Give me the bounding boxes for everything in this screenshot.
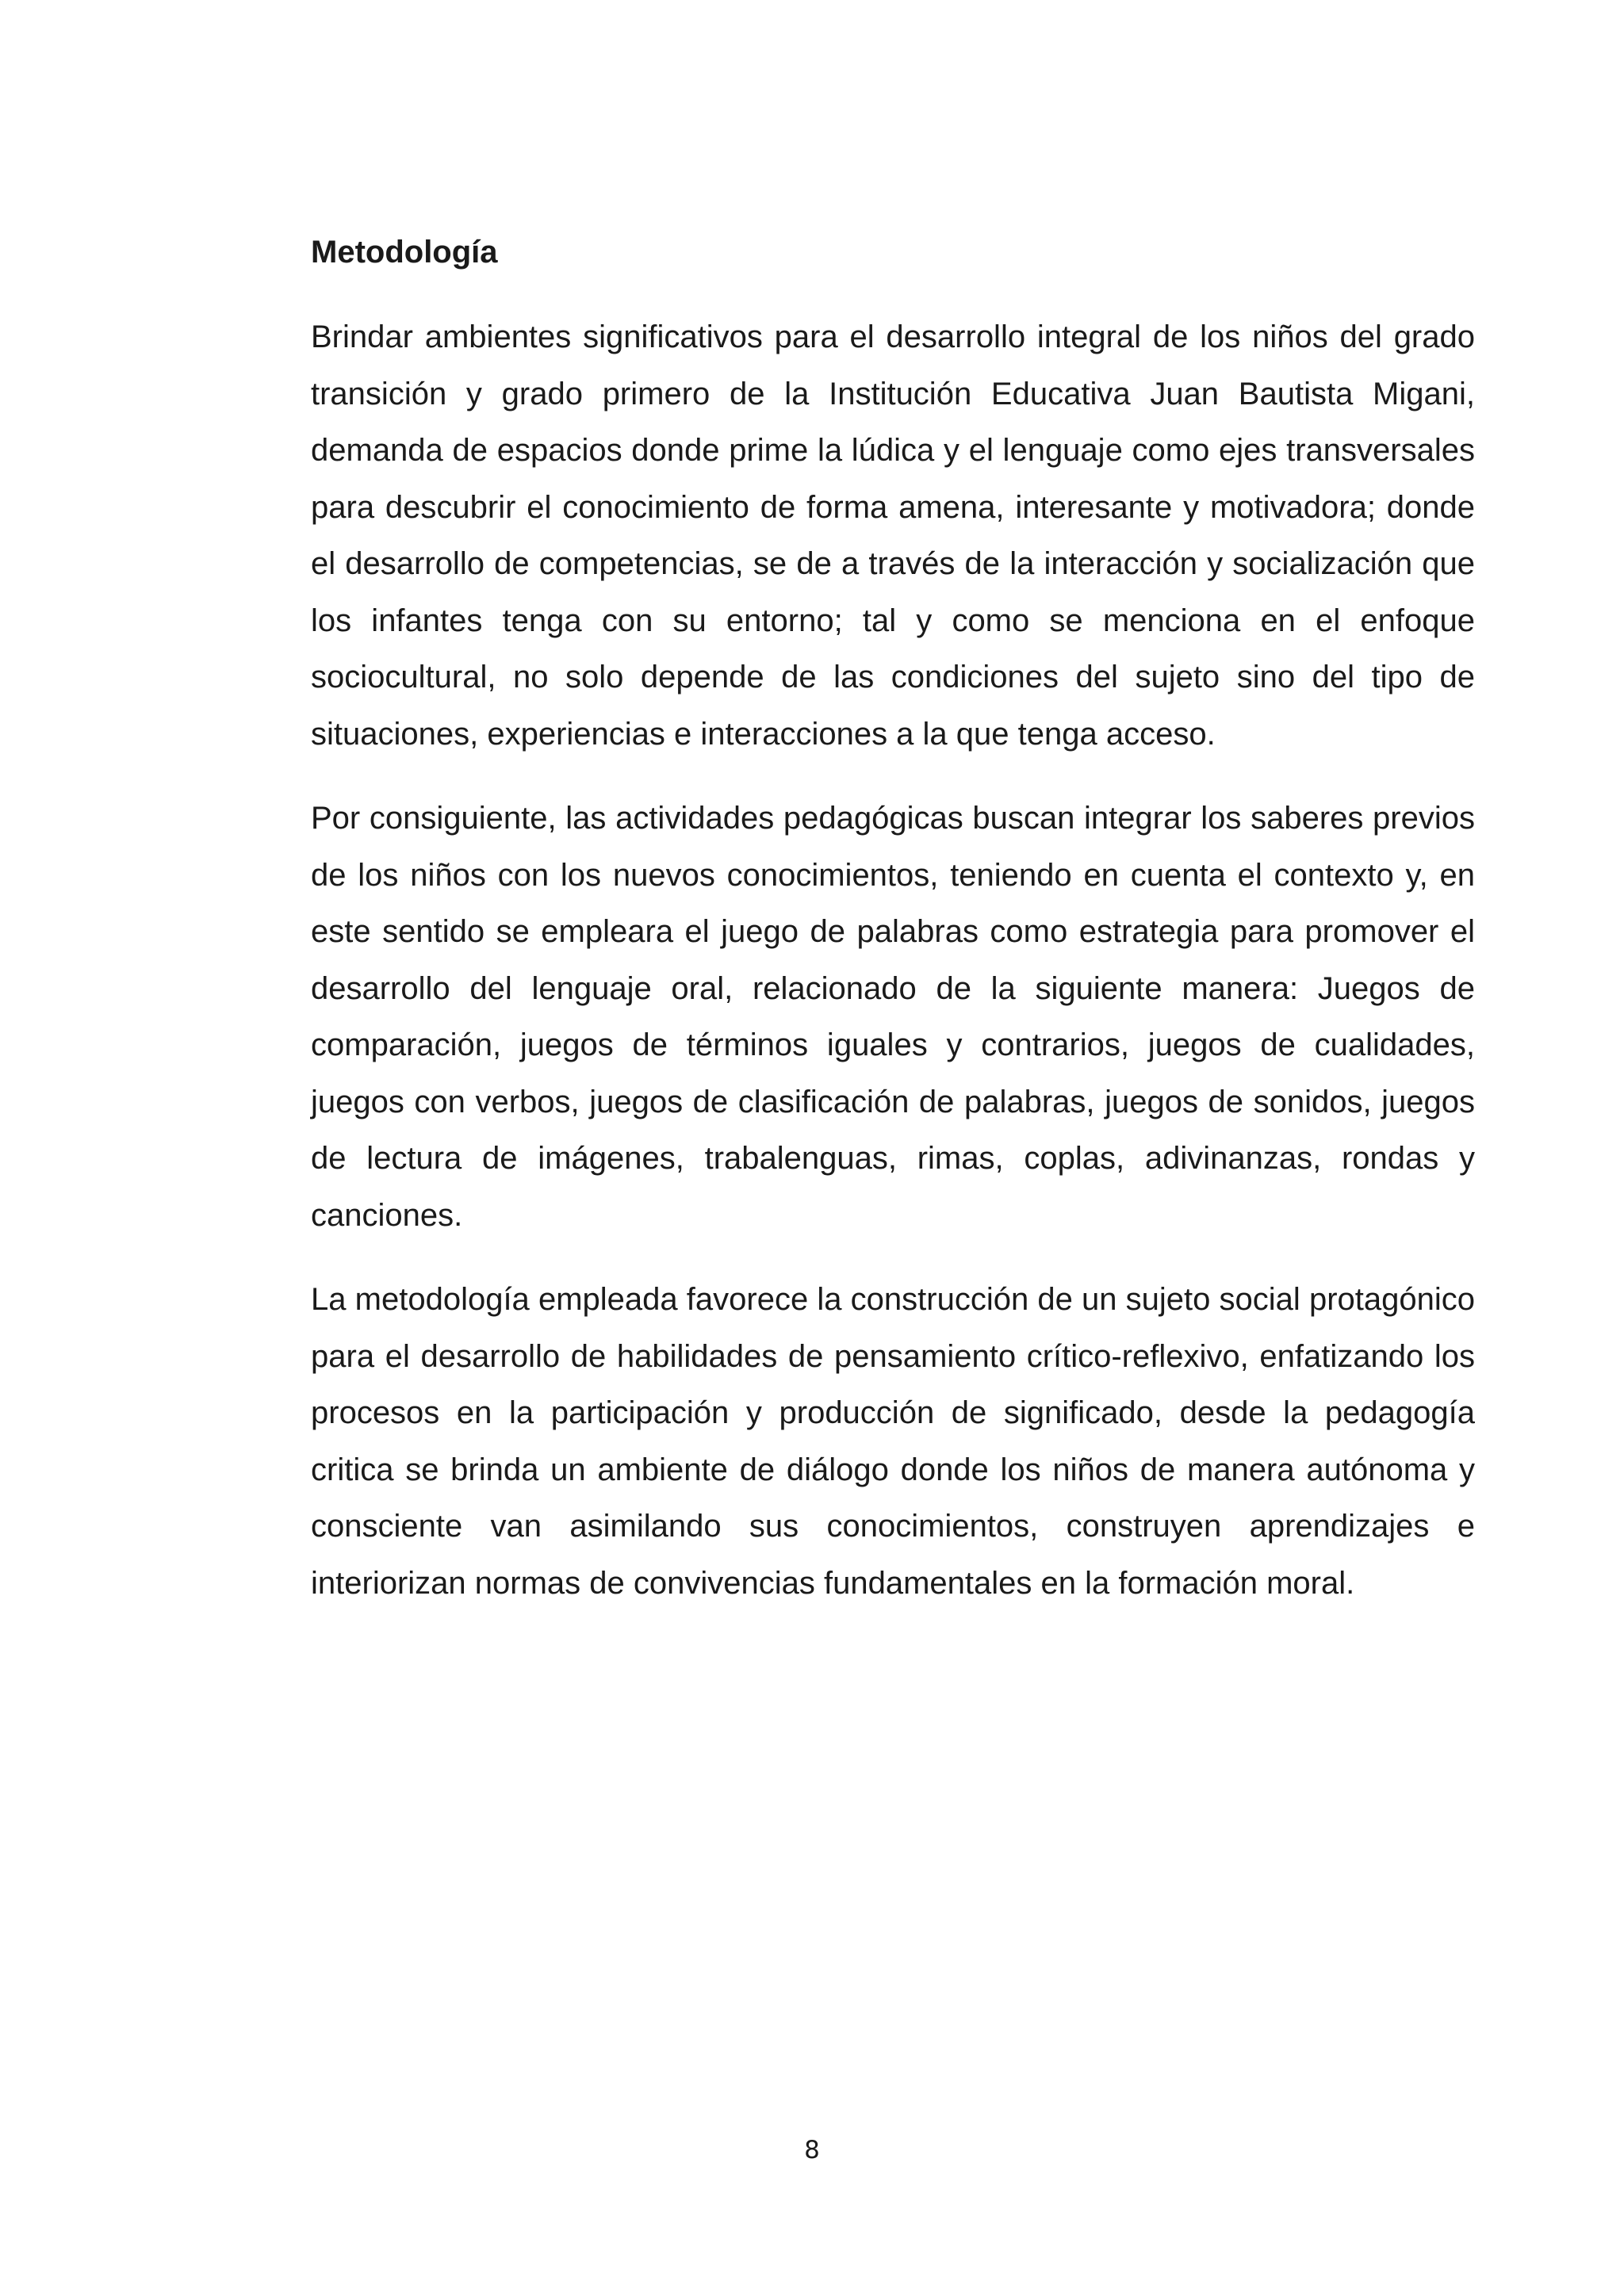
paragraph-3: La metodología empleada favorece la construcción de un sujeto social protagónico para el desarrollo de habilidades de pensamiento crítico-reflexivo, enfatizando los procesos en la participación y producción de significado, desde la pedagogía critica se brinda un ambiente de diálogo donde los niños de manera autónoma y consciente van asimilando sus conocimientos, construyen aprendizajes e interiorizan normas de convivencias fundamentales en la formación moral.: [311, 1282, 1475, 1601]
paragraph-1: Brindar ambientes significativos para el desarrollo integral de los niños del grado transición y grado primero de la Institución Educativa Juan Bautista Migani, demanda de espacios donde prime la lúdica y el lenguaje como ejes transversales para descubrir el conocimiento de forma amena, interesante y motivadora; donde el desarrollo de competencias, se de a través de la interacción y socialización que los infantes tenga con su entorno; tal y como se menciona en el enfoque sociocultural, no solo depende de las condiciones del sujeto sino del tipo de situaciones, experiencias e interacciones a la que tenga acceso.: [311, 320, 1475, 752]
page-number: 8: [804, 2136, 820, 2164]
paragraph-2: Por consiguiente, las actividades pedagógicas buscan integrar los saberes previos de los niños con los nuevos conocimientos, teniendo en cuenta el contexto y, en este sentido se empleara el juego de palabras como estrategia para promover el desarrollo del lenguaje oral, relacionado de la siguiente manera: Juegos de comparación, juegos de términos iguales y contrarios, juegos de cualidades, juegos con verbos, juegos de clasificación de palabras, juegos de sonidos, juegos de lectura de imágenes, trabalenguas, rimas, coplas, adivinanzas, rondas y canciones.: [311, 801, 1475, 1233]
section-heading: Metodología: [311, 235, 498, 270]
page-content: [311, 230, 1475, 1640]
